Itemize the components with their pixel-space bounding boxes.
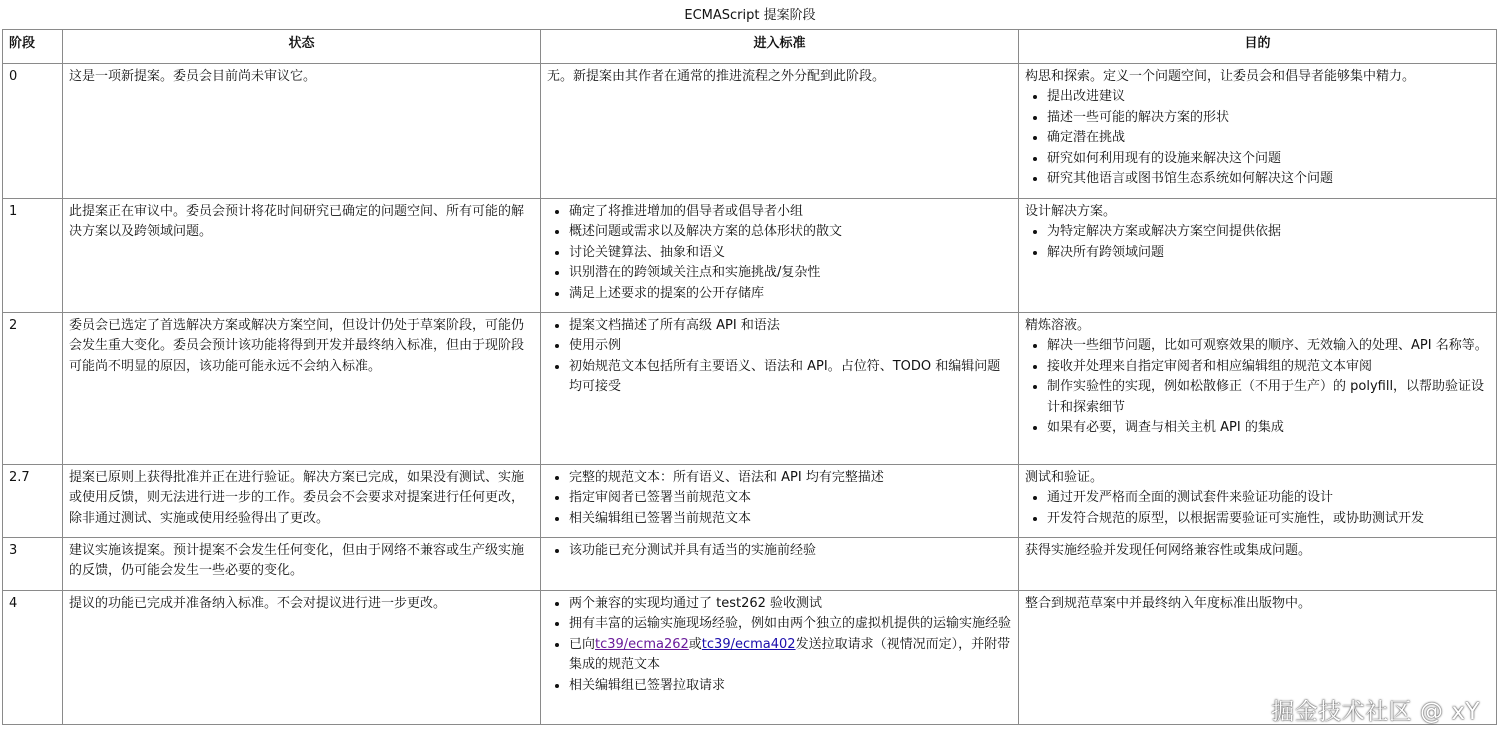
stage-cell: 3 bbox=[3, 538, 63, 591]
purpose-item: • 开发符合规范的原型，以根据需要验证可实施性，或协助测试开发 bbox=[1047, 509, 1490, 529]
entry-criteria-cell bbox=[541, 199, 1019, 313]
purpose-item: • 提出改进建议 bbox=[1047, 87, 1490, 107]
purpose-text: 获得实施经验并发现任何网络兼容性或集成问题。 bbox=[1025, 543, 1312, 558]
header-purpose: 目的 bbox=[1019, 30, 1497, 64]
purpose-item: • 如果有必要，调查与相关主机 API 的集成 bbox=[1047, 418, 1490, 438]
link-item-suffix: 发送拉取请求（视情况而定），并附带集成的规范文本 bbox=[569, 636, 1011, 673]
purpose-item: • 研究如何利用现有的设施来解决这个问题 bbox=[1047, 149, 1490, 169]
entry-criteria-item: • 相关编辑组已签署当前规范文本 bbox=[569, 509, 1012, 529]
entry-criteria-cell bbox=[541, 591, 1019, 725]
entry-criteria-list bbox=[547, 594, 1012, 696]
purpose-cell bbox=[1019, 64, 1497, 199]
ecma402-link[interactable]: tc39/ecma402 bbox=[701, 636, 796, 652]
purpose-list bbox=[1025, 488, 1490, 529]
purpose-item: • 通过开发严格而全面的测试套件来验证功能的设计 bbox=[1047, 488, 1490, 508]
watermark: 掘金技术社区 @ xY bbox=[1271, 699, 1480, 725]
purpose-item: • 解决一些细节问题，比如可观察效果的顺序、无效输入的处理、API 名称等。 bbox=[1047, 336, 1490, 356]
entry-criteria-item: • 初始规范文本包括所有主要语义、语法和 API。占位符、TODO 和编辑问题均可接受 bbox=[569, 357, 1012, 398]
purpose-cell bbox=[1019, 465, 1497, 538]
purpose-item: • 确定潜在挑战 bbox=[1047, 128, 1490, 148]
header-status: 状态 bbox=[63, 30, 541, 64]
entry-criteria-item: • 确定了将推进增加的倡导者或倡导者小组 bbox=[569, 202, 1012, 222]
purpose-text: 测试和验证。 bbox=[1025, 470, 1104, 485]
status-cell: 这是一项新提案。委员会目前尚未审议它。 bbox=[63, 64, 541, 199]
purpose-cell bbox=[1019, 538, 1497, 591]
status-cell: 此提案正在审议中。委员会预计将花时间研究已确定的问题空间、所有可能的解决方案以及跨领域问题。 bbox=[63, 199, 541, 313]
purpose-item: • 接收并处理来自指定审阅者和相应编辑组的规范文本审阅 bbox=[1047, 357, 1490, 377]
header-entry-criteria: 进入标准 bbox=[541, 30, 1019, 64]
entry-criteria-cell bbox=[541, 64, 1019, 199]
entry-criteria-text: 无。新提案由其作者在通常的推进流程之外分配到此阶段。 bbox=[547, 69, 886, 84]
status-cell: 提案已原则上获得批准并正在进行验证。解决方案已完成，如果没有测试、实施或使用反馈，则无法进行进一步的工作。委员会不会要求对提案进行任何更改，除非通过测试、实施或使用经验得出了更改。 bbox=[63, 465, 541, 538]
status-cell: 委员会已选定了首选解决方案或解决方案空间，但设计仍处于草案阶段，可能仍会发生重大变化。委员会预计该功能将得到开发并最终纳入标准，但由于现阶段可能尚不明显的原因，该功能可能永远不会纳入标准。 bbox=[63, 313, 541, 465]
ecma262-link[interactable]: tc39/ecma262 bbox=[595, 636, 689, 652]
purpose-list bbox=[1025, 336, 1490, 438]
entry-criteria-list bbox=[547, 468, 1012, 529]
stage-cell: 2.7 bbox=[3, 465, 63, 538]
entry-criteria-item: • 使用示例 bbox=[569, 336, 1012, 356]
purpose-cell bbox=[1019, 199, 1497, 313]
purpose-text: 设计解决方案。 bbox=[1025, 204, 1117, 219]
purpose-item: • 解决所有跨领域问题 bbox=[1047, 243, 1490, 263]
stage-cell: 4 bbox=[3, 591, 63, 725]
table-caption: ECMAScript 提案阶段 bbox=[684, 8, 816, 23]
link-item-separator: 或 bbox=[688, 636, 702, 652]
purpose-item: • 描述一些可能的解决方案的形状 bbox=[1047, 108, 1490, 128]
purpose-text: 精炼溶液。 bbox=[1025, 318, 1091, 333]
entry-criteria-item: • 识别潜在的跨领域关注点和实施挑战/复杂性 bbox=[569, 263, 1012, 283]
entry-criteria-item: • 相关编辑组已签署拉取请求 bbox=[569, 676, 1012, 696]
purpose-item: • 为特定解决方案或解决方案空间提供依据 bbox=[1047, 222, 1490, 242]
status-cell: 建议实施该提案。预计提案不会发生任何变化，但由于网络不兼容或生产级实施的反馈，仍可能会发生一些必要的变化。 bbox=[63, 538, 541, 591]
entry-criteria-item: • 该功能已充分测试并具有适当的实施前经验 bbox=[569, 541, 1012, 561]
entry-criteria-list bbox=[547, 316, 1012, 398]
table-header-row bbox=[3, 30, 1497, 64]
entry-criteria-item: • 完整的规范文本：所有语义、语法和 API 均有完整描述 bbox=[569, 468, 1012, 488]
entry-criteria-item: • 拥有丰富的运输实施现场经验，例如由两个独立的虚拟机提供的运输实施经验 bbox=[569, 614, 1012, 634]
entry-criteria-item: • 提案文档描述了所有高级 API 和语法 bbox=[569, 316, 1012, 336]
purpose-text: 整合到规范草案中并最终纳入年度标准出版物中。 bbox=[1025, 596, 1312, 611]
purpose-list bbox=[1025, 87, 1490, 189]
status-cell: 提议的功能已完成并准备纳入标准。不会对提议进行进一步更改。 bbox=[63, 591, 541, 725]
entry-criteria-item: • 满足上述要求的提案的公开存储库 bbox=[569, 284, 1012, 304]
purpose-cell bbox=[1019, 313, 1497, 465]
entry-criteria-item bbox=[569, 635, 1012, 676]
entry-criteria-list bbox=[547, 202, 1012, 304]
stage-cell: 2 bbox=[3, 313, 63, 465]
entry-criteria-cell bbox=[541, 465, 1019, 538]
purpose-text: 构思和探索。定义一个问题空间，让委员会和倡导者能够集中精力。 bbox=[1025, 69, 1416, 84]
header-stage: 阶段 bbox=[3, 30, 63, 64]
table-row bbox=[3, 199, 1497, 313]
entry-criteria-item: • 讨论关键算法、抽象和语义 bbox=[569, 243, 1012, 263]
purpose-item: • 研究其他语言或图书馆生态系统如何解决这个问题 bbox=[1047, 169, 1490, 189]
purpose-item: • 制作实验性的实现，例如松散修正（不用于生产）的 polyfill，以帮助验证设计和探索细节 bbox=[1047, 377, 1490, 418]
proposal-stages-table bbox=[2, 29, 1497, 725]
link-item-prefix: 已向 bbox=[569, 636, 596, 652]
table-row bbox=[3, 465, 1497, 538]
table-row bbox=[3, 64, 1497, 199]
stage-cell: 0 bbox=[3, 64, 63, 199]
entry-criteria-item: • 概述问题或需求以及解决方案的总体形状的散文 bbox=[569, 222, 1012, 242]
purpose-list bbox=[1025, 222, 1490, 263]
table-row bbox=[3, 538, 1497, 591]
entry-criteria-list bbox=[547, 541, 1012, 561]
table-row bbox=[3, 313, 1497, 465]
entry-criteria-cell bbox=[541, 538, 1019, 591]
entry-criteria-item: • 两个兼容的实现均通过了 test262 验收测试 bbox=[569, 594, 1012, 614]
stage-cell: 1 bbox=[3, 199, 63, 313]
entry-criteria-cell bbox=[541, 313, 1019, 465]
entry-criteria-item: • 指定审阅者已签署当前规范文本 bbox=[569, 488, 1012, 508]
